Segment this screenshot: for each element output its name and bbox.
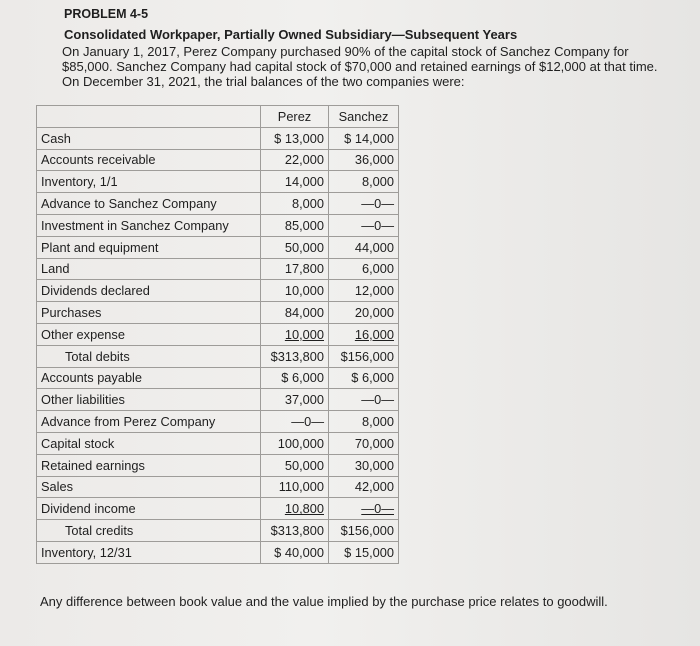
sanchez-value: 8,000 (329, 411, 399, 433)
perez-value: 8,000 (261, 193, 329, 215)
perez-value: 22,000 (261, 149, 329, 171)
table-row (37, 193, 399, 215)
table-row (37, 236, 399, 258)
perez-value: 110,000 (261, 476, 329, 498)
row-label: Investment in Sanchez Company (37, 214, 261, 236)
row-label: Other expense (37, 323, 261, 345)
row-label: Purchases (37, 302, 261, 324)
table-row (37, 258, 399, 280)
row-label: Plant and equipment (37, 236, 261, 258)
header-label (37, 106, 261, 128)
table-row (37, 214, 399, 236)
row-label: Capital stock (37, 432, 261, 454)
perez-value: 85,000 (261, 214, 329, 236)
sanchez-value: $ 14,000 (329, 127, 399, 149)
table-row (37, 323, 399, 345)
problem-footer-note: Any difference between book value and the value implied by the purchase price relates to goodwill. (40, 594, 608, 609)
problem-title: Consolidated Workpaper, Partially Owned Subsidiary—Subsequent Years (64, 27, 518, 42)
table-row (37, 171, 399, 193)
perez-value: 84,000 (261, 302, 329, 324)
sanchez-value: $ 15,000 (329, 541, 399, 563)
sanchez-value: $156,000 (329, 520, 399, 542)
sanchez-value: —0— (329, 389, 399, 411)
row-label: Land (37, 258, 261, 280)
row-label: Other liabilities (37, 389, 261, 411)
sanchez-value: 6,000 (329, 258, 399, 280)
row-label: Dividend income (37, 498, 261, 520)
table-row (37, 476, 399, 498)
table-row (37, 127, 399, 149)
perez-value-underlined: 10,000 (284, 326, 324, 342)
perez-value: 50,000 (261, 454, 329, 476)
sanchez-value (329, 323, 399, 345)
table-row-total (37, 520, 399, 542)
sanchez-value-underlined: —0— (361, 501, 394, 517)
sanchez-value: $156,000 (329, 345, 399, 367)
table-row (37, 149, 399, 171)
problem-number: PROBLEM 4-5 (64, 7, 149, 21)
table-row (37, 302, 399, 324)
sanchez-value: 44,000 (329, 236, 399, 258)
sanchez-value: 36,000 (329, 149, 399, 171)
header-perez: Perez (261, 106, 329, 128)
sanchez-value-underlined: 16,000 (354, 326, 394, 342)
perez-value: 37,000 (261, 389, 329, 411)
row-label: Inventory, 12/31 (37, 541, 261, 563)
header-sanchez: Sanchez (329, 106, 399, 128)
perez-value: 14,000 (261, 171, 329, 193)
table-row (37, 541, 399, 563)
row-label: Dividends declared (37, 280, 261, 302)
row-label: Total debits (37, 345, 261, 367)
row-label: Cash (37, 127, 261, 149)
sanchez-value: 30,000 (329, 454, 399, 476)
sanchez-value: $ 6,000 (329, 367, 399, 389)
perez-value (261, 323, 329, 345)
sanchez-value: —0— (329, 193, 399, 215)
sanchez-value (329, 498, 399, 520)
row-label: Advance from Perez Company (37, 411, 261, 433)
sanchez-value: 42,000 (329, 476, 399, 498)
perez-value: 50,000 (261, 236, 329, 258)
perez-value: 10,000 (261, 280, 329, 302)
perez-value: $ 13,000 (261, 127, 329, 149)
sanchez-value: 8,000 (329, 171, 399, 193)
row-label: Accounts receivable (37, 149, 261, 171)
perez-value-underlined: 10,800 (284, 501, 324, 517)
perez-value: 17,800 (261, 258, 329, 280)
table-row-total (37, 345, 399, 367)
perez-value: $313,800 (261, 520, 329, 542)
table-row (37, 280, 399, 302)
perez-value: $313,800 (261, 345, 329, 367)
perez-value: $ 40,000 (261, 541, 329, 563)
sanchez-value: 12,000 (329, 280, 399, 302)
perez-value: —0— (261, 411, 329, 433)
perez-value (261, 498, 329, 520)
table-row (37, 432, 399, 454)
row-label: Retained earnings (37, 454, 261, 476)
row-label: Total credits (37, 520, 261, 542)
sanchez-value: —0— (329, 214, 399, 236)
table-row (37, 389, 399, 411)
perez-value: $ 6,000 (261, 367, 329, 389)
table-header-row (37, 106, 399, 128)
table-row (37, 367, 399, 389)
row-label: Sales (37, 476, 261, 498)
row-label: Inventory, 1/1 (37, 171, 261, 193)
table-row (37, 411, 399, 433)
sanchez-value: 20,000 (329, 302, 399, 324)
row-label: Advance to Sanchez Company (37, 193, 261, 215)
problem-intro: On January 1, 2017, Perez Company purchased 90% of the capital stock of Sanchez Company for $85,000. Sanchez Company had capital stock of $70,000 and retained earnings of $12,000 at that time. On December 31, 2021, the trial balances of the two companies were: (62, 44, 658, 89)
trial-balance-table (36, 105, 399, 564)
table-row (37, 498, 399, 520)
table-row (37, 454, 399, 476)
perez-value: 100,000 (261, 432, 329, 454)
row-label: Accounts payable (37, 367, 261, 389)
sanchez-value: 70,000 (329, 432, 399, 454)
